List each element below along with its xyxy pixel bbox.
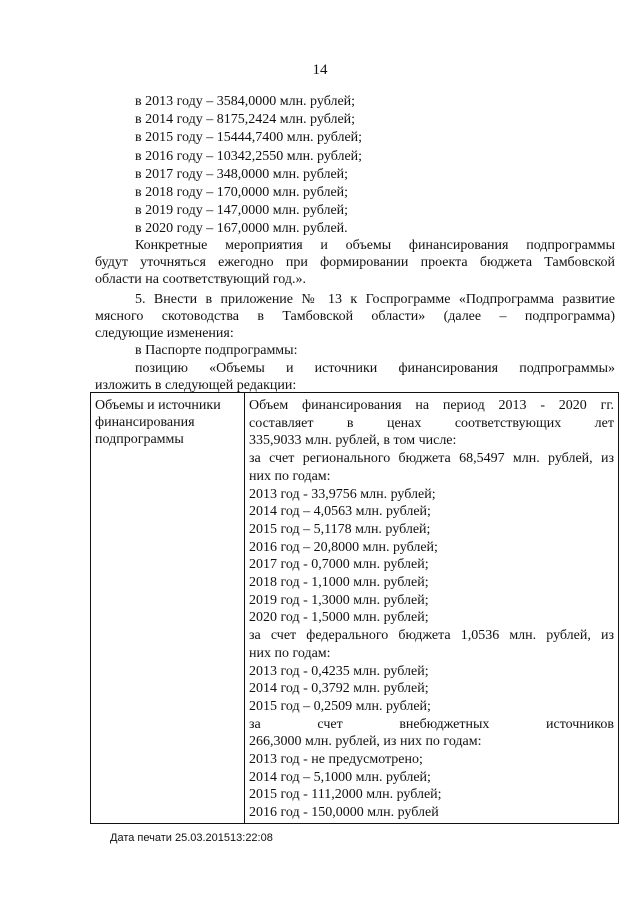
right-cell-line: 2015 год – 0,2509 млн. рублей; [249,698,431,714]
funding-year-line: в 2016 году – 10342,2550 млн. рублей; [135,148,363,164]
page-number: 14 [312,62,328,78]
paragraph-line: области на соответствующий год.». [95,272,306,287]
right-cell-line: 2015 год - 111,2000 млн. рублей; [249,787,442,803]
paragraph-line: позицию «Объемы и источники финансирования подпрограммы» [135,361,615,376]
right-cell-line: 2014 год – 5,1000 млн. рублей; [249,769,431,785]
right-cell-line: за счет регионального бюджета 68,5497 млн. рублей, из [249,451,614,467]
table-column-divider [244,393,245,823]
paragraph-specific-measures [95,237,615,288]
left-cell-line: финансирования [95,415,195,430]
paragraph-line: будут уточняться ежегодно при формировании проекта бюджета Тамбовской [95,255,615,270]
right-cell-line: 335,9033 млн. рублей, в том числе: [249,433,457,449]
right-cell-line: 2014 год - 0,3792 млн. рублей; [249,681,429,697]
funding-years-list [135,93,555,239]
table-right-cell [249,397,614,822]
funding-year-line: в 2018 году – 170,0000 млн. рублей; [135,185,349,201]
left-cell-line: Объемы и источники [95,398,221,413]
right-cell-line: 2017 год - 0,7000 млн. рублей; [249,557,429,573]
right-cell-line: 266,3000 млн. рублей, из них по годам: [249,734,482,750]
funding-year-line: в 2019 году – 147,0000 млн. рублей; [135,203,349,219]
paragraph-line: Конкретные мероприятия и объемы финансирования подпрограммы [135,238,615,253]
paragraph-position [95,360,615,394]
paragraph-line: 5. Внести в приложение № 13 к Госпрограмме «Подпрограмма развитие [135,292,615,307]
funding-year-line: в 2020 году – 167,0000 млн. рублей. [135,221,348,237]
right-cell-line: 2016 год - 150,0000 млн. рублей [249,805,439,821]
right-cell-line: них по годам: [249,645,331,661]
right-cell-line: Объем финансирования на период 2013 - 2020 гг. [249,398,614,413]
paragraph-line: мясного скотоводства в Тамбовской области» (далее – подпрограмма) [95,309,615,324]
right-cell-line: 2019 год - 1,3000 млн. рублей; [249,592,429,608]
paragraph-line: изложить в следующей редакции: [95,378,297,393]
right-cell-line: 2014 год – 4,0563 млн. рублей; [249,504,431,520]
right-cell-line: составляет в ценах соответствующих лет [249,415,614,431]
left-cell-line: подпрограммы [95,432,184,447]
right-cell-line: 2020 год - 1,5000 млн. рублей; [249,610,429,626]
funding-year-line: в 2014 году – 8175,2424 млн. рублей; [135,112,356,128]
table-left-cell [95,397,243,448]
funding-year-line: в 2015 году – 15444,7400 млн. рублей; [135,130,363,146]
paragraph-line: следующие изменения: [95,326,234,341]
right-cell-line: 2018 год - 1,1000 млн. рублей; [249,575,429,591]
funding-table [90,392,619,824]
funding-year-line: в 2013 году – 3584,0000 млн. рублей; [135,94,356,109]
right-cell-line: 2015 год – 5,1178 млн. рублей; [249,521,431,537]
right-cell-line: 2016 год – 20,8000 млн. рублей; [249,539,438,555]
print-date: Дата печати 25.03.201513:22:08 [110,832,273,844]
right-cell-line: 2013 год - 0,4235 млн. рублей; [249,663,429,679]
right-cell-line: них по годам: [249,468,331,484]
right-cell-line: за счет федерального бюджета 1,0536 млн. рублей, из [249,628,614,644]
right-cell-line: за счет внебюджетных источников [249,716,614,732]
paragraph-item-5 [95,291,615,342]
right-cell-line: 2013 год - 33,9756 млн. рублей; [249,486,436,502]
passport-line: в Паспорте подпрограммы: [135,343,298,358]
funding-year-line: в 2017 году – 348,0000 млн. рублей; [135,166,349,182]
right-cell-line: 2013 год - не предусмотрено; [249,752,423,768]
